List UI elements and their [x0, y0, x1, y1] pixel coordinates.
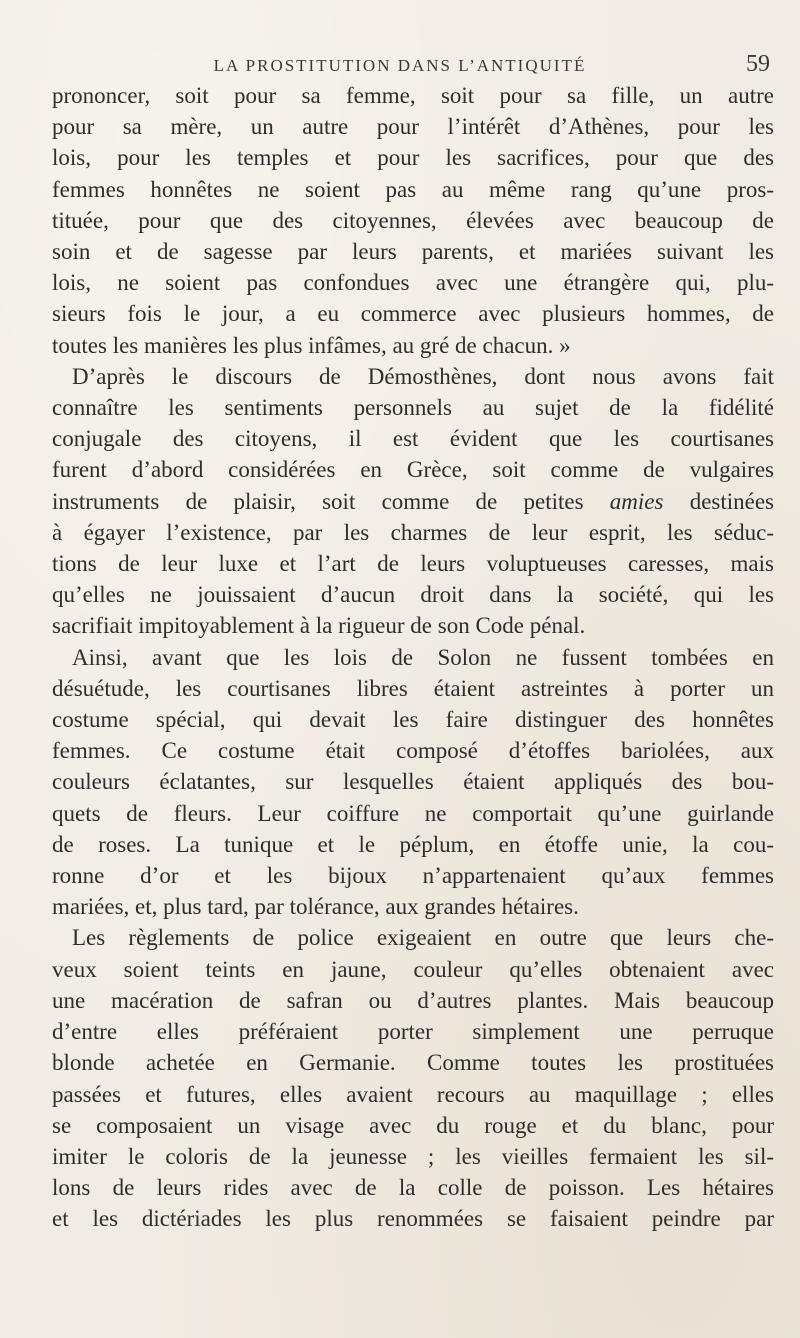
text-line: Les règlements de police exigeaient en outre que leurs che-	[72, 925, 774, 951]
text-line: mariées, et, plus tard, par tolérance, aux grandes hétaires.	[52, 894, 579, 920]
text-line: à égayer l’existence, par les charmes de leur esprit, les séduc-	[52, 519, 774, 545]
text-line: lois, ne soient pas confondues avec une étrangère qui, plu-	[52, 270, 774, 296]
text-line: lons de leurs rides avec de la colle de poisson. Les hétaires	[52, 1175, 774, 1201]
text-segment: instruments de plaisir, soit comme de petites	[52, 488, 610, 514]
text-line: d’entre elles préféraient porter simplement une perruque	[52, 1019, 774, 1045]
text-line: de roses. La tunique et le péplum, en étoffe unie, la cou-	[52, 831, 774, 857]
paragraph	[52, 80, 774, 361]
text-line: couleurs éclatantes, sur lesquelles étaient appliqués des bou-	[52, 769, 774, 795]
text-line: désuétude, les courtisanes libres étaient astreintes à porter un	[52, 675, 774, 701]
italic-term: amies	[609, 488, 664, 514]
text-line: se composaient un visage avec du rouge et du blanc, pour	[52, 1112, 774, 1138]
text-line: et les dictériades les plus renommées se faisaient peindre par	[52, 1206, 774, 1232]
text-line: soin et de sagesse par leurs parents, et mariées suivant les	[52, 239, 774, 265]
text-line: costume spécial, qui devait les faire distinguer des honnêtes	[52, 707, 774, 733]
body-text	[52, 80, 774, 1235]
text-line: furent d’abord considérées en Grèce, soit comme de vulgaires	[52, 457, 774, 483]
text-line: sieurs fois le jour, a eu commerce avec plusieurs hommes, de	[52, 301, 774, 327]
text-line: femmes. Ce costume était composé d’étoffes bariolées, aux	[52, 738, 774, 764]
paragraph	[52, 642, 774, 923]
text-line: tituée, pour que des citoyennes, élevées avec beaucoup de	[52, 207, 774, 233]
text-line: connaître les sentiments personnels au sujet de la fidélité	[52, 395, 774, 421]
paragraph	[52, 361, 774, 642]
text-line: passées et futures, elles avaient recours au maquillage ; elles	[52, 1081, 774, 1107]
running-head	[0, 20, 800, 77]
text-line: imiter le coloris de la jeunesse ; les vieilles fermaient les sil-	[52, 1143, 774, 1169]
text-line: conjugale des citoyens, il est évident que les courtisanes	[52, 426, 774, 452]
text-line: lois, pour les temples et pour les sacrifices, pour que des	[52, 145, 774, 171]
text-line: femmes honnêtes ne soient pas au même rang qu’une pros-	[52, 176, 774, 202]
text-line: prononcer, soit pour sa femme, soit pour sa fille, un autre	[52, 83, 774, 108]
paragraph	[52, 922, 774, 1234]
text-line: Ainsi, avant que les lois de Solon ne fussent tombées en	[72, 644, 774, 670]
text-line: quets de fleurs. Leur coiffure ne comportait qu’une guirlande	[52, 800, 774, 826]
text-line: veux soient teints en jaune, couleur qu’elles obtenaient avec	[52, 956, 774, 982]
text-line	[52, 486, 774, 517]
text-line: blonde achetée en Germanie. Comme toutes les prostituées	[52, 1050, 774, 1076]
text-line: toutes les manières les plus infâmes, au gré de chacun. »	[52, 332, 571, 358]
text-line: pour sa mère, un autre pour l’intérêt d’Athènes, pour les	[52, 114, 774, 140]
text-line: D’après le discours de Démosthènes, dont nous avons fait	[72, 363, 774, 389]
text-line: une macération de safran ou d’autres plantes. Mais beaucoup	[52, 987, 774, 1013]
text-line: ronne d’or et les bijoux n’appartenaient qu’aux femmes	[52, 863, 774, 889]
page-number: 59	[746, 51, 770, 77]
text-line: tions de leur luxe et l’art de leurs voluptueuses caresses, mais	[52, 551, 774, 577]
text-line: sacrifiait impitoyablement à la rigueur de son Code pénal.	[52, 613, 586, 639]
text-segment: destinées	[663, 488, 775, 514]
running-title: LA PROSTITUTION DANS L’ANTIQUITÉ	[213, 56, 587, 75]
text-line: qu’elles ne jouissaient d’aucun droit dans la société, qui les	[52, 582, 774, 608]
